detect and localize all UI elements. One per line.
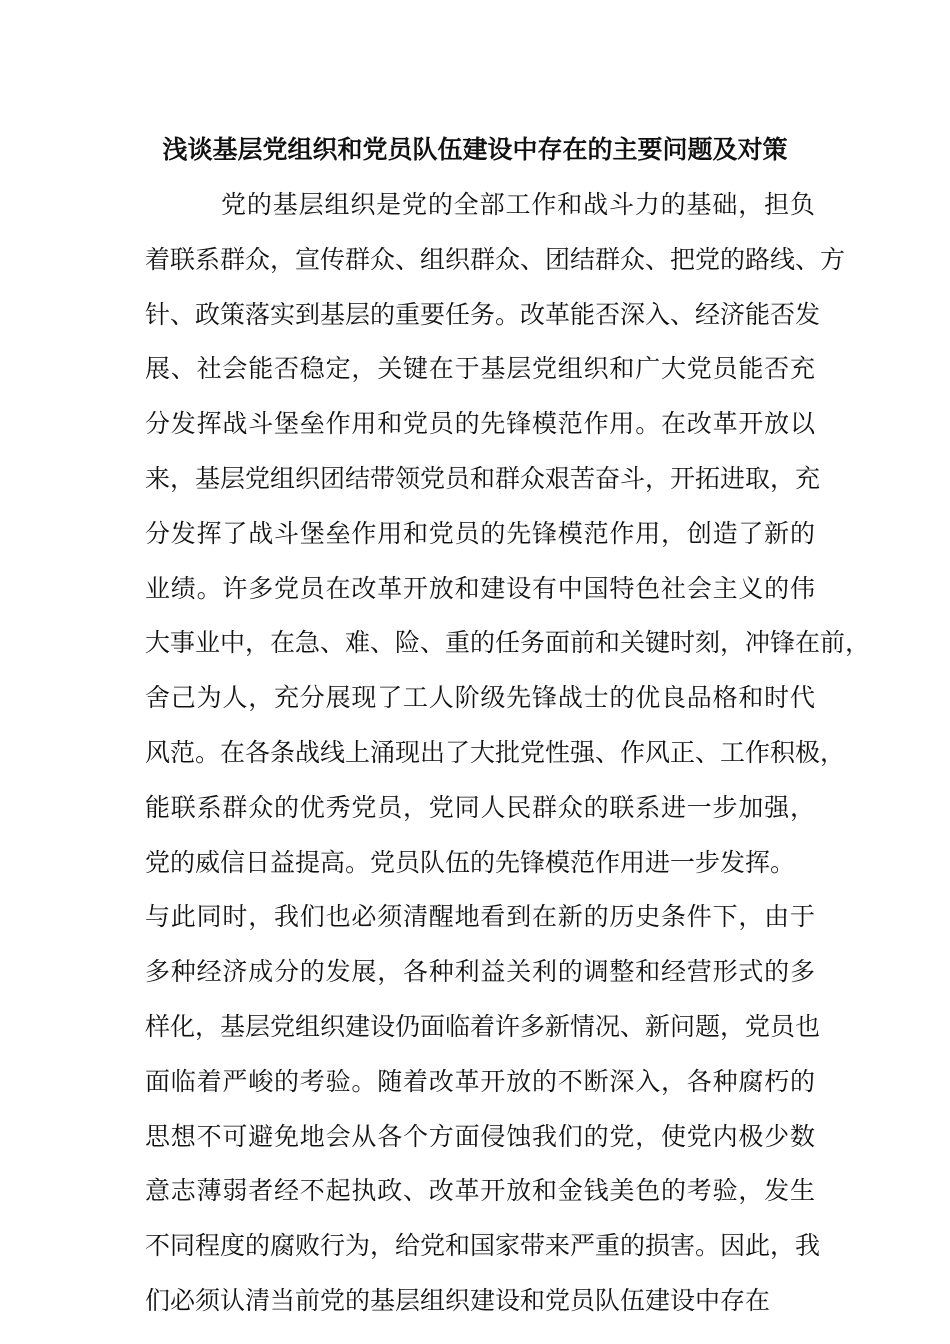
body-line: 大事业中，在急、难、险、重的任务面前和关键时刻，冲锋在前， (145, 628, 871, 658)
body-line: 展、社会能否稳定，关键在于基层党组织和广大党员能否充 (145, 354, 815, 384)
body-line: 与此同时，我们也必须清醒地看到在新的历史条件下，由于 (145, 902, 815, 932)
body-line: 不同程度的腐败行为，给党和国家带来严重的损害。因此，我 (145, 1231, 821, 1261)
body-line: 能联系群众的优秀党员，党同人民群众的联系进一步加强， (145, 792, 815, 822)
document-body (145, 178, 871, 1329)
body-line: 思想不可避免地会从各个方面侵蚀我们的党，使党内极少数 (145, 1121, 815, 1151)
body-line: 意志薄弱者经不起执政、改革开放和金钱美色的考验，发生 (145, 1176, 815, 1206)
body-line: 多种经济成分的发展，各种利益关利的调整和经营形式的多 (145, 957, 815, 987)
body-line: 来，基层党组织团结带领党员和群众艰苦奋斗，开拓进取，充 (145, 463, 821, 493)
body-line: 着联系群众，宣传群众、组织群众、团结群众、把党的路线、方 (145, 244, 846, 274)
body-line: 党的基层组织是党的全部工作和战斗力的基础，担负 (221, 190, 815, 219)
body-line: 业绩。许多党员在改革开放和建设有中国特色社会主义的伟 (145, 573, 815, 603)
body-line: 舍己为人，充分展现了工人阶级先锋战士的优良品格和时代 (145, 683, 815, 713)
body-line: 面临着严峻的考验。随着改革开放的不断深入，各种腐朽的 (145, 1066, 815, 1096)
body-line: 针、政策落实到基层的重要任务。改革能否深入、经济能否发 (145, 299, 821, 329)
body-line: 风范。在各条战线上涌现出了大批党性强、作风正、工作积极， (145, 737, 846, 767)
body-line: 分发挥了战斗堡垒作用和党员的先锋模范作用，创造了新的 (145, 518, 815, 548)
document-title: 浅谈基层党组织和党员队伍建设中存在的主要问题及对策 (162, 135, 788, 164)
body-line: 分发挥战斗堡垒作用和党员的先锋模范作用。在改革开放以 (145, 409, 815, 439)
body-line: 样化，基层党组织建设仍面临着许多新情况、新问题，党员也 (145, 1011, 821, 1041)
body-line: 们必须认清当前党的基层组织建设和党员队伍建设中存在 (145, 1285, 771, 1315)
body-line: 党的威信日益提高。党员队伍的先锋模范作用进一步发挥。 (145, 847, 796, 877)
